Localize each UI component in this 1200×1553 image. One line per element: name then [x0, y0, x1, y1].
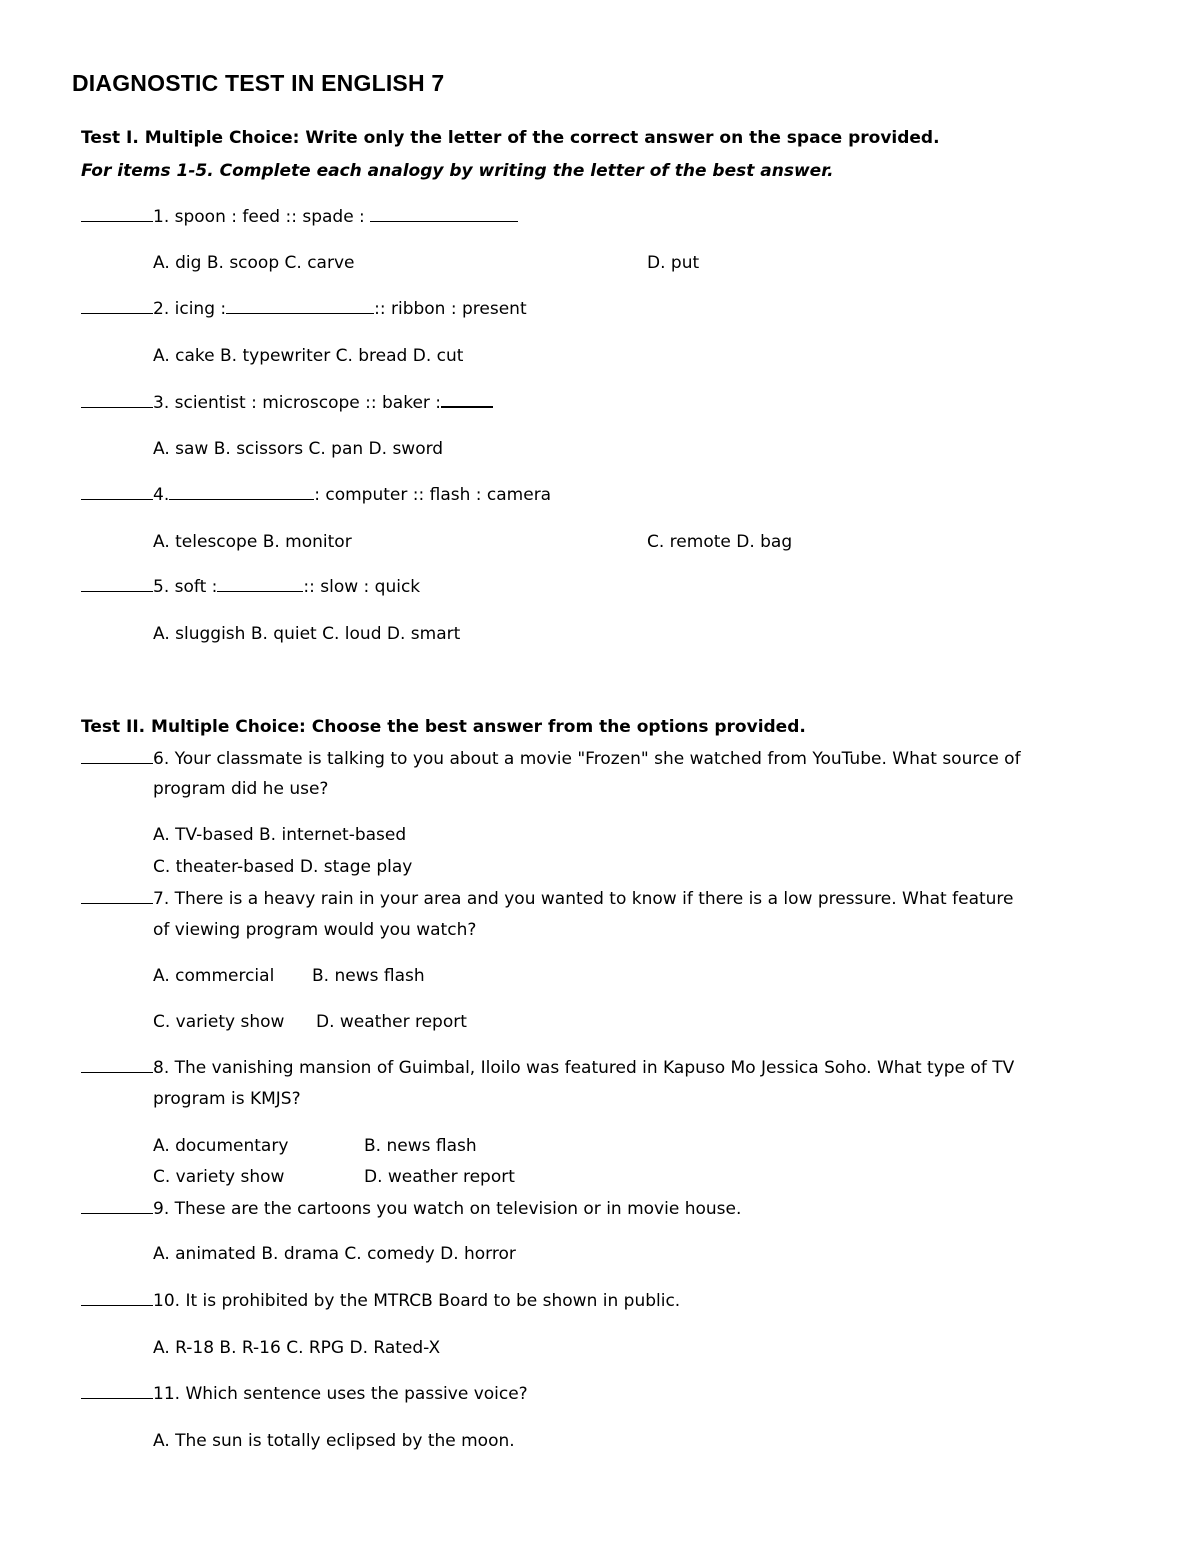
question-4-options-cd: C. remote D. bag [647, 532, 793, 552]
question-6-options-ab: A. TV-based B. internet-based [153, 825, 407, 845]
test1-heading: Test I. Multiple Choice: Write only the letter of the correct answer on the space provided. [81, 128, 940, 148]
question-6-text-cont: program did he use? [153, 779, 329, 799]
question-7 [81, 888, 1014, 910]
answer-blank-3[interactable] [81, 392, 153, 408]
answer-blank-9[interactable] [81, 1198, 153, 1214]
question-9-text: 9. These are the cartoons you watch on television or in movie house. [153, 1199, 742, 1219]
question-3-options: A. saw B. scissors C. pan D. sword [153, 439, 444, 459]
question-8-text: 8. The vanishing mansion of Guimbal, Iloilo was featured in Kapuso Mo Jessica Soho. What type of TV [153, 1058, 1015, 1078]
question-8-option-d: D. weather report [364, 1167, 515, 1187]
question-8 [81, 1057, 1014, 1079]
answer-blank-11[interactable] [81, 1383, 153, 1399]
question-2 [81, 298, 527, 320]
question-8-option-a: A. documentary [153, 1136, 289, 1156]
question-6 [81, 748, 1021, 770]
question-5-text: 5. soft : [153, 577, 218, 597]
question-6-options-cd: C. theater-based D. stage play [153, 857, 413, 877]
question-3-text: 3. scientist : microscope :: baker : [153, 393, 442, 413]
question-11 [81, 1383, 528, 1405]
question-1 [81, 206, 518, 228]
answer-blank-5[interactable] [81, 576, 153, 592]
question-10-options: A. R-18 B. R-16 C. RPG D. Rated-X [153, 1338, 441, 1358]
question-9-options: A. animated B. drama C. comedy D. horror [153, 1244, 516, 1264]
question-7-option-c: C. variety show [153, 1012, 285, 1032]
question-8-option-c: C. variety show [153, 1167, 285, 1187]
question-2-text: 2. icing : [153, 299, 227, 319]
question-7-text-cont: of viewing program would you watch? [153, 920, 477, 940]
answer-blank-6[interactable] [81, 748, 153, 764]
question-10-text: 10. It is prohibited by the MTRCB Board to be shown in public. [153, 1291, 681, 1311]
analogy-blank-2 [226, 298, 374, 314]
question-4-text: 4. [153, 485, 170, 505]
answer-blank-1[interactable] [81, 206, 153, 222]
question-7-option-d: D. weather report [316, 1012, 467, 1032]
question-7-option-b: B. news flash [312, 966, 425, 986]
question-8-option-b: B. news flash [364, 1136, 477, 1156]
analogy-blank-1 [370, 206, 518, 222]
question-9 [81, 1198, 741, 1220]
question-4-options: A. telescope B. monitor [153, 532, 352, 552]
analogy-blank-4 [169, 484, 314, 500]
analogy-blank-5 [217, 576, 303, 592]
test1-instruction: For items 1-5. Complete each analogy by writing the letter of the best answer. [81, 161, 834, 181]
test2-heading: Test II. Multiple Choice: Choose the best answer from the options provided. [81, 717, 806, 737]
analogy-blank-3 [441, 391, 493, 408]
question-2-rest: :: ribbon : present [374, 299, 527, 319]
question-11-text: 11. Which sentence uses the passive voice? [153, 1384, 528, 1404]
question-11-option-a: A. The sun is totally eclipsed by the moon. [153, 1431, 515, 1451]
question-7-text: 7. There is a heavy rain in your area and you wanted to know if there is a low pressure. What feature [153, 889, 1014, 909]
question-5-options: A. sluggish B. quiet C. loud D. smart [153, 624, 461, 644]
question-5 [81, 576, 420, 598]
page-title: DIAGNOSTIC TEST IN ENGLISH 7 [72, 70, 445, 96]
answer-blank-4[interactable] [81, 484, 153, 500]
question-4 [81, 484, 551, 506]
answer-blank-7[interactable] [81, 888, 153, 904]
question-3 [81, 391, 493, 414]
question-1-options: A. dig B. scoop C. carve [153, 253, 355, 273]
question-4-rest: : computer :: flash : camera [314, 485, 552, 505]
question-8-text-cont: program is KMJS? [153, 1089, 301, 1109]
answer-blank-10[interactable] [81, 1290, 153, 1306]
question-5-rest: :: slow : quick [303, 577, 421, 597]
question-7-option-a: A. commercial [153, 966, 275, 986]
question-1-option-d: D. put [647, 253, 700, 273]
question-2-options: A. cake B. typewriter C. bread D. cut [153, 346, 464, 366]
answer-blank-8[interactable] [81, 1057, 153, 1073]
question-1-text: 1. spoon : feed :: spade : [153, 207, 371, 227]
question-6-text: 6. Your classmate is talking to you about a movie "Frozen" she watched from YouTube. What source of [153, 749, 1021, 769]
answer-blank-2[interactable] [81, 298, 153, 314]
question-10 [81, 1290, 680, 1312]
